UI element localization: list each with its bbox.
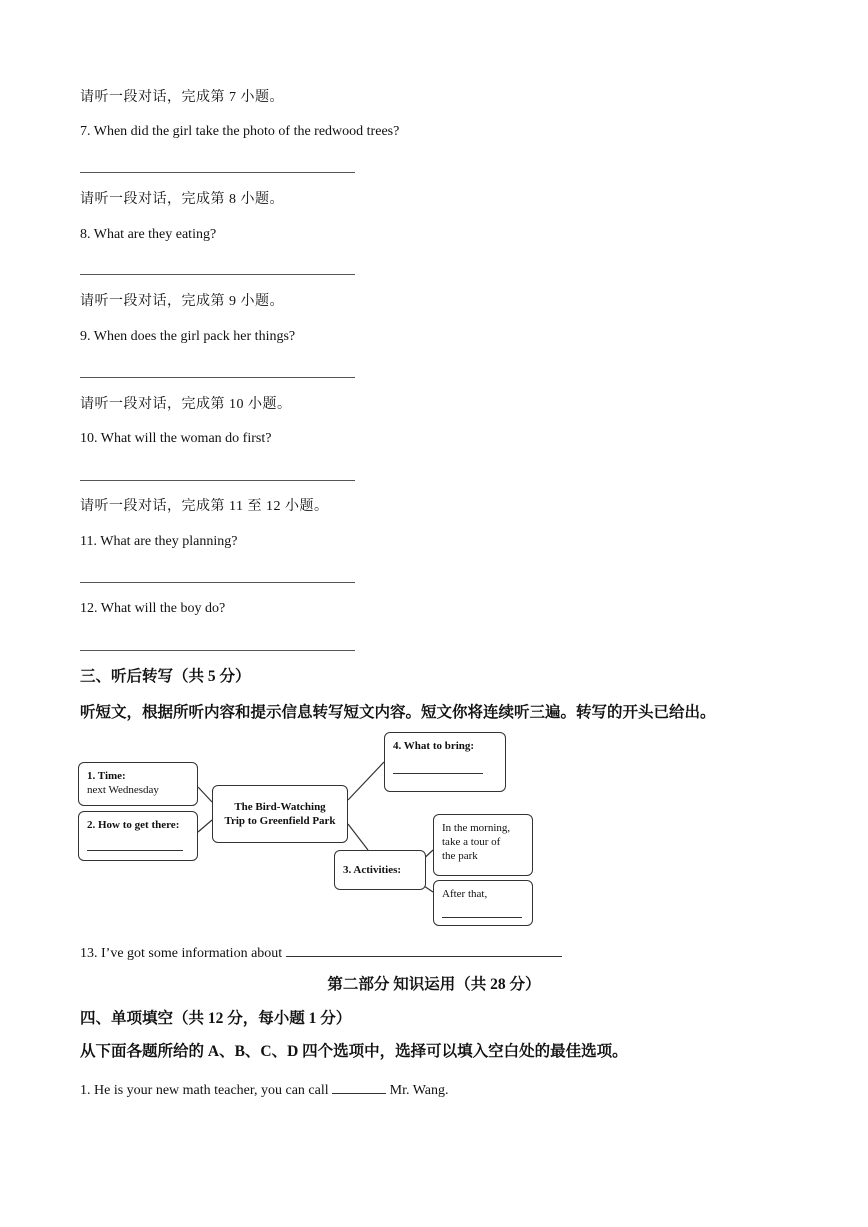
question-10: 10. What will the woman do first?: [80, 431, 272, 446]
answer-line-10[interactable]: [80, 480, 355, 481]
mcq-question-1-blank[interactable]: [332, 1079, 386, 1094]
center-topic-box: [212, 785, 348, 843]
answer-line-7[interactable]: [80, 172, 355, 173]
what-to-bring-title: 4. What to bring:: [393, 740, 475, 752]
question-11: 11. What are they planning?: [80, 534, 238, 549]
answer-line-12[interactable]: [80, 650, 355, 651]
mcq-question-1-end: Mr. Wang.: [389, 1083, 449, 1098]
instruction-q8: 请听一段对话，完成第 8 小题。: [80, 192, 284, 207]
time-value: next Wednesday: [87, 784, 159, 796]
question-13-blank[interactable]: [286, 942, 562, 957]
answer-line-9[interactable]: [80, 377, 355, 378]
how-to-get-there-box: [78, 811, 198, 861]
what-to-bring-blank[interactable]: [393, 773, 483, 774]
instruction-q9: 请听一段对话，完成第 9 小题。: [80, 294, 284, 309]
question-13: [80, 942, 562, 963]
activities-box: [334, 850, 426, 890]
after-that-box: [433, 880, 533, 926]
mcq-question-1-text: 1. He is your new math teacher, you can call: [80, 1083, 329, 1098]
after-that-text: After that,: [442, 888, 488, 900]
part2-heading: 第二部分 知识运用（共 28 分）: [327, 976, 541, 993]
bird-watching-mind-map: [78, 732, 538, 932]
question-7: 7. When did the girl take the photo of the redwood trees?: [80, 124, 400, 139]
question-9: 9. When does the girl pack her things?: [80, 329, 296, 344]
question-8: 8. What are they eating?: [80, 227, 217, 242]
what-to-bring-box: [384, 732, 506, 792]
morning-activity-box: [433, 814, 533, 876]
morning-activity-line3: the park: [442, 850, 478, 862]
question-12: 12. What will the boy do?: [80, 601, 226, 616]
answer-line-8[interactable]: [80, 274, 355, 275]
morning-activity-line2: take a tour of: [442, 836, 501, 848]
center-topic-line2: Trip to Greenfield Park: [224, 815, 336, 827]
instruction-q7: 请听一段对话，完成第 7 小题。: [80, 90, 284, 105]
instruction-q11-12: 请听一段对话，完成第 11 至 12 小题。: [80, 499, 329, 514]
mcq-question-1: [80, 1079, 449, 1100]
how-to-get-there-title: 2. How to get there:: [87, 819, 180, 831]
section4-instruction: 从下面各题所给的 A、B、C、D 四个选项中，选择可以填入空白处的最佳选项。: [80, 1043, 628, 1060]
section4-heading: 四、单项填空（共 12 分，每小题 1 分）: [80, 1010, 352, 1027]
morning-activity-line1: In the morning,: [442, 822, 511, 834]
time-title: 1. Time:: [87, 770, 126, 782]
activities-title: 3. Activities:: [343, 864, 402, 876]
time-box: [78, 762, 198, 806]
how-to-get-there-blank[interactable]: [87, 850, 183, 851]
answer-line-11[interactable]: [80, 582, 355, 583]
after-that-blank[interactable]: [442, 917, 522, 918]
instruction-q10: 请听一段对话，完成第 10 小题。: [80, 397, 292, 412]
question-13-text: 13. I’ve got some information about: [80, 946, 283, 961]
section3-instruction: 听短文，根据所听内容和提示信息转写短文内容。短文你将连续听三遍。转写的开头已给出。: [80, 704, 716, 721]
section3-heading: 三、听后转写（共 5 分）: [80, 668, 251, 685]
center-topic-line1: The Bird-Watching: [234, 801, 326, 813]
